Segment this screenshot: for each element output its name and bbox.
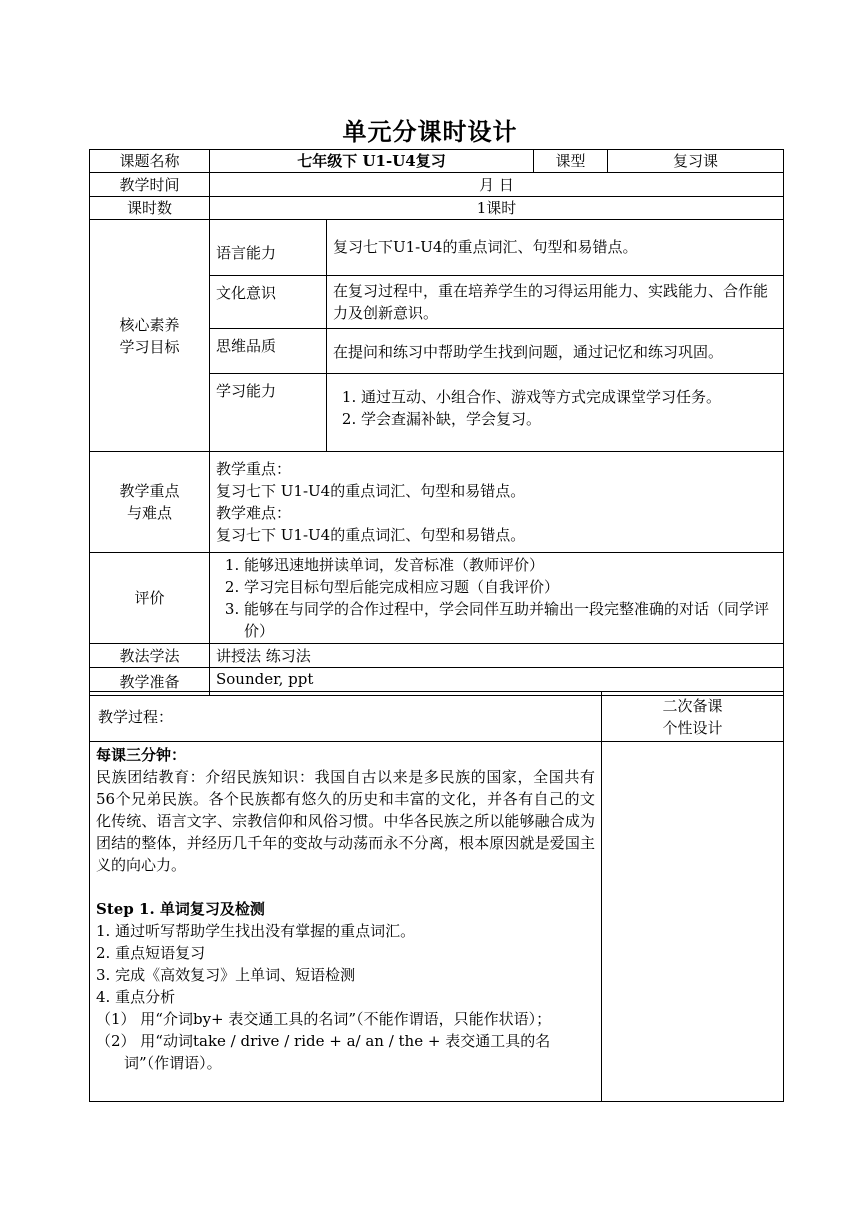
side-header: [602, 692, 784, 742]
key-label: 教学重点：: [216, 460, 292, 478]
sub-item: （2） 用“动词take / drive / ride + a/ an / the + 表交通工具的名词”（作谓语）。: [96, 1032, 551, 1072]
eval-label: 评价: [90, 553, 210, 644]
prep-value: Sounder, ppt: [210, 668, 784, 696]
core-label-line2: 学习目标: [119, 337, 180, 356]
type-value: 复习课: [608, 150, 784, 173]
goals-table: [210, 220, 783, 451]
type-label: 课型: [534, 150, 608, 173]
lesson-info-table: [89, 149, 784, 696]
topic-value: 七年级下 U1-U4复习: [210, 150, 534, 173]
method-label: 教法学法: [90, 644, 210, 668]
learning-item: 2. 学会查漏补缺，学会复习。: [361, 408, 777, 430]
step-title: Step 1. 单词复习及检测: [96, 900, 265, 918]
goal-list-learning: [327, 373, 784, 451]
goal-text-thinking: 在提问和练习中帮助学生找到问题，通过记忆和练习巩固。: [327, 328, 784, 373]
goal-text-culture: 在复习过程中，重在培养学生的习得运用能力、实践能力、合作能力及创新意识。: [327, 275, 784, 328]
focus-label: [90, 452, 210, 553]
intro-text: 民族团结教育：介绍民族知识：我国自古以来是多民族的国家，全国共有56个兄弟民族。各个民族都有悠久的历史和丰富的文化，并各有自己的文化传统、语言文字、宗教信仰和风俗习惯。中华各民族之所以能够融合成为团结的整体，并经历几千年的变故与动荡而永不分离，根本原因就是爱国主义的向心力。: [96, 768, 595, 874]
eval-item: 2. 学习完目标句型后能完成相应习题（自我评价）: [244, 576, 777, 598]
process-table: [89, 691, 784, 1102]
hours-value: 1课时: [210, 197, 784, 220]
hours-label: 课时数: [90, 197, 210, 220]
topic-label: 课题名称: [90, 150, 210, 173]
time-value: 月 日: [210, 173, 784, 197]
process-label: 教学过程：: [90, 692, 602, 742]
goal-text-language: 复习七下U1-U4的重点词汇、句型和易错点。: [327, 220, 784, 275]
step-item: 2. 重点短语复习: [96, 944, 206, 962]
side-header-line2: 个性设计: [662, 718, 723, 737]
sub-item: （1） 用“介词by+ 表交通工具的名词”（不能作谓语，只能作状语）；: [96, 1010, 552, 1028]
side-header-line1: 二次备课: [662, 696, 723, 715]
process-content: [90, 742, 602, 1102]
goal-name-language: 语言能力: [210, 220, 327, 275]
eval-item: 3. 能够在与同学的合作过程中，学会同伴互助并输出一段完整准确的对话（同学评价）: [244, 598, 777, 642]
method-value: 讲授法 练习法: [210, 644, 784, 668]
step-item: 3. 完成《高效复习》上单词、短语检测: [96, 966, 356, 984]
eval-item: 1. 能够迅速地拼读单词，发音标准（教师评价）: [244, 554, 777, 576]
difficulty-text: 复习七下 U1-U4的重点词汇、句型和易错点。: [216, 526, 526, 544]
core-label-line1: 核心素养: [119, 315, 180, 334]
prep-label: 教学准备: [90, 668, 210, 696]
document-title: 单元分课时设计: [342, 118, 518, 146]
goal-name-thinking: 思维品质: [210, 328, 327, 373]
core-label: [90, 220, 210, 452]
focus-label-line1: 教学重点: [119, 482, 180, 500]
step-item: 4. 重点分析: [96, 988, 176, 1006]
difficulty-label: 教学难点：: [216, 504, 292, 522]
focus-label-line2: 与难点: [126, 504, 172, 522]
time-label: 教学时间: [90, 173, 210, 197]
goal-name-learning: 学习能力: [210, 373, 327, 451]
focus-content: [210, 452, 784, 553]
intro-title: 每课三分钟：: [96, 746, 187, 764]
core-goals: [210, 220, 784, 452]
eval-content: [210, 553, 784, 644]
side-notes: [602, 742, 784, 1102]
learning-item: 1. 通过互动、小组合作、游戏等方式完成课堂学习任务。: [361, 386, 777, 408]
key-text: 复习七下 U1-U4的重点词汇、句型和易错点。: [216, 482, 526, 500]
step-item: 1. 通过听写帮助学生找出没有掌握的重点词汇。: [96, 922, 416, 940]
goal-name-culture: 文化意识: [210, 275, 327, 328]
